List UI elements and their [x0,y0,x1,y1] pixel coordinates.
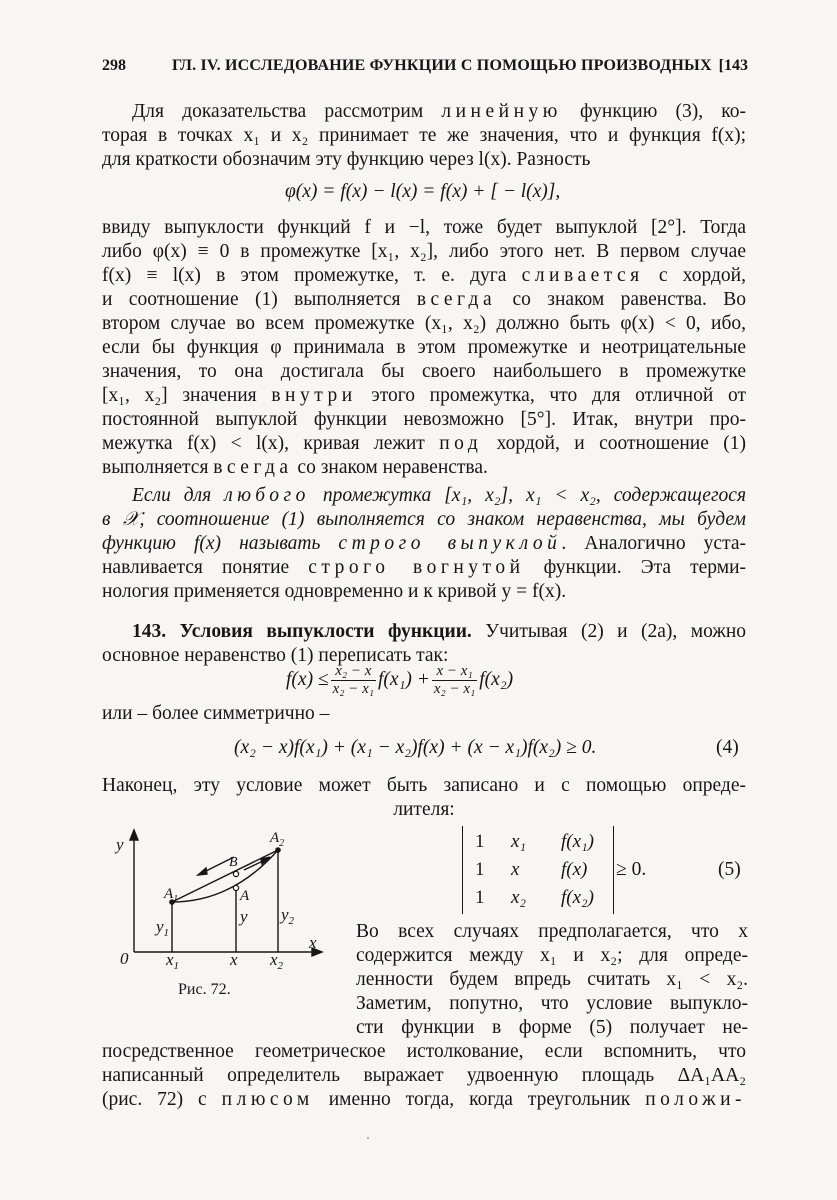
equation-4: (x₂ − x)f(x₁) + (x₁ − x₂)f(x) + (x − x₁)f(x₂) ≥ 0. [234,737,597,758]
text-line: ленности будем впредь считать x₁ < x₂. [356,969,748,990]
text-line: либо φ(x) ≡ 0 в промежутке [x₁, x₂], либо этого нет. В первом случае [102,241,746,262]
text-line: навливается понятие строго вогнутой функции. Эта терми- [102,557,747,578]
label-y-axis: y [116,835,124,854]
section-heading: 143. Условия выпуклости функции. [132,621,472,642]
determinant-row: 1 x f(x) [475,859,588,880]
text-line: f(x) ≡ l(x) в этом промежутке, т. е. дуга сливается с хордой, [102,265,746,286]
label-x1: $x_1$ [166,950,180,972]
label-x: x [230,950,238,969]
determinant-relation: ≥ 0. [616,859,647,880]
text-line: для краткости обозначим эту функцию через l(x). Разность [102,149,591,170]
fraction: $\frac{\text{x₂ − x}}{\text{x₂ − x₁}}$ [332,663,375,698]
text-line: Заметим, попутно, что условие выпукло- [356,993,748,1014]
text-line: если бы функция φ принимала в этом промежутке и неотрицательные [102,337,746,358]
text-line: функцию f(x) называть строго выпуклой. Аналогично уста- [102,533,746,554]
text-line: Если для любого промежутка [x₁, x₂], x₁ < x₂, содержащегося [132,485,747,506]
arrow-head [198,868,207,875]
determinant-row: 1 x₁ f(x₁) [475,831,594,852]
text-line: выполняется всегда со знаком неравенства. [102,457,488,478]
determinant [462,826,614,914]
label-x-axis: x [309,933,317,952]
label-y2: $y_2$ [281,905,295,927]
text-line: [x₁, x₂] значения внутри этого промежутка, что для отличной от [102,385,747,406]
text-line: и соотношение (1) выполняется всегда со знаком равенства. Во [102,289,747,310]
text-line: Во всех случаях предполагается, что x [356,921,748,942]
text-line: нология применяется одновременно и к кривой y = f(x). [102,581,567,602]
label-a: A [240,888,250,904]
chapter-title: ГЛ. IV. ИССЛЕДОВАНИЕ ФУНКЦИИ С ПОМОЩЬЮ ПРОИЗВОДНЫХ [172,57,712,74]
running-header [102,57,748,81]
text-line: торая в точках x₁ и x₂ принимает те же значения, что и функция f(x); [102,125,746,146]
figure-caption: Рис. 72. [178,981,231,998]
page-number: 298 [102,57,126,74]
text-line: значения, то она достигала бы своего наибольшего в промежутке [102,361,746,382]
point-a [233,885,238,890]
text-line: постоянной выпуклой функции невозможно [5°]. Итак, внутри про- [102,409,746,430]
text-line: содержится между x₁ и x₂; для опреде- [356,945,748,966]
equation-number: (5) [718,859,741,880]
text-line: втором случае во всем промежутке (x₁, x₂) должно быть φ(x) < 0, ибо, [102,313,746,334]
text-line: межутка f(x) < l(x), кривая лежит под хордой, и соотношение (1) [102,433,747,454]
label-origin: 0 [120,949,129,968]
text-line: сти функции в форме (5) получает не- [356,1017,748,1038]
section-mark: [143 [718,57,748,74]
y-axis-arrow [130,830,138,840]
text-line: лителя: [393,799,455,820]
label-y: y [240,907,248,926]
equation-phi: φ(x) = f(x) − l(x) = f(x) + [ − l(x)], [285,181,561,202]
text-line: ввиду выпуклости функций f и −l, тоже будет выпуклой [2°]. Тогда [102,217,746,238]
label-x2: $x_2$ [270,950,284,972]
section-heading-line: 143. Условия выпуклости функции. Учитывая (2) и (2а), можно [132,621,747,642]
text-line: Наконец, эту условие может быть записано и с помощью опреде- [102,775,746,796]
figure-72 [112,822,337,977]
text-line: (рис. 72) с плюсом именно тогда, когда треугольник положи- [102,1089,747,1110]
point-b [233,871,238,876]
chord [172,850,278,902]
fraction: $\frac{\text{x − x₁}}{\text{x₂ − x₁}}$ [433,663,476,698]
label-y1: $y_1$ [156,917,170,939]
determinant-row: 1 x₂ f(x₂) [475,887,594,908]
equation-fraction: f(x) ≤ $\frac{\text{x₂ − x}}{\text{x₂ − x₁}}$ f(x₁) + $\frac{\text{x − x₁}}{\text{x₂ − x₁}}$ f(x₂) [286,663,514,698]
text-line: в 𝒳, соотношение (1) выполняется со знаком неравенства, мы будем [102,509,746,530]
text-line: основное неравенство (1) переписать так: [102,645,449,666]
equation-number: (4) [716,737,739,758]
text-line: написанный определитель выражает удвоенную площадь ΔA₁AA₂ [102,1065,746,1086]
label-b: B [229,855,238,870]
text-line: посредственное геометрическое истолкование, если вспомнить, что [102,1041,746,1062]
label-a2: $A_2$ [270,830,285,849]
scan-speck [367,1137,369,1139]
label-a1: $A_1$ [164,886,179,905]
text-line: или – более симметрично – [102,703,330,724]
text-line: Для доказательства рассмотрим линейную функцию (3), ко- [132,101,747,122]
